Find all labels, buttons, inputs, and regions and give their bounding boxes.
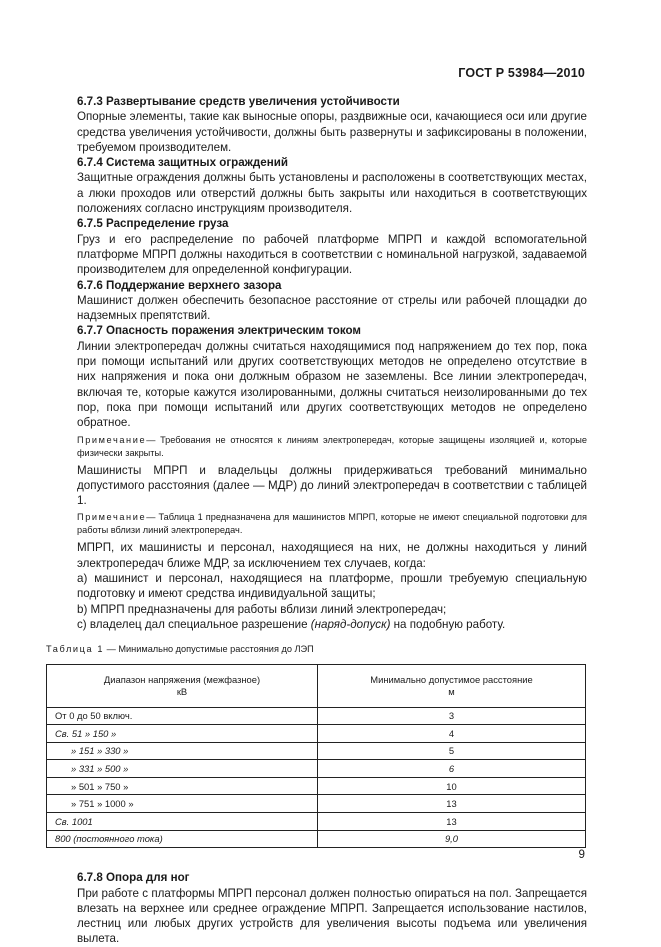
- list-item-c: [77, 617, 587, 632]
- section-text: Опорные элементы, такие как выносные опоры, раздвижные оси, качающиеся оси или другие средства увеличения устойчивости, должны быть развернуты и зафиксированы в положении, требуемом производителем.: [77, 110, 587, 154]
- section-6-7-4: [77, 155, 587, 216]
- note-text: — Требования не относятся к линиям электропередач, которые защищены изоляцией и, которые физически закрыты.: [77, 434, 587, 458]
- note-label: Примечание: [77, 434, 147, 445]
- section-6-7-3: [77, 94, 587, 155]
- header-voltage: [47, 664, 318, 707]
- standard-header: ГОСТ Р 53984—2010: [458, 66, 585, 80]
- range-cell: 800 (постоянного тока): [47, 830, 318, 848]
- distance-cell: 5: [318, 742, 586, 760]
- distance-cell: 13: [318, 795, 586, 813]
- note-insulation: [77, 434, 587, 460]
- range-cell: От 0 до 50 включ.: [47, 707, 318, 725]
- range-cell: Св. 1001: [47, 813, 318, 831]
- table-row: [47, 795, 586, 813]
- list-item-a: а) машинист и персонал, находящиеся на платформе, прошли требуемую специальную подготовку и имеют средства индивидуальной защиты;: [77, 572, 587, 601]
- range-cell: » 331 » 500 »: [47, 760, 318, 778]
- distance-table: [46, 664, 586, 849]
- table-row: [47, 760, 586, 778]
- table-caption: [46, 642, 587, 657]
- section-heading: 6.7.5 Распределение груза: [77, 217, 229, 231]
- list-item-c-tail: на подобную работу.: [390, 617, 506, 631]
- section-heading: 6.7.8 Опора для ног: [77, 871, 190, 885]
- section-heading: 6.7.4 Система защитных ограждений: [77, 156, 288, 170]
- distance-cell: 6: [318, 760, 586, 778]
- section-text: Груз и его распределение по рабочей платформе МПРП и каждой вспомогательной платформе МПРП должны находиться в соответствии с номинальной нагрузкой, задаваемой производителем для определенной конфигурации.: [77, 232, 587, 277]
- note-label: Примечание: [77, 512, 147, 523]
- header-distance-unit: м: [448, 685, 455, 697]
- distance-cell: 13: [318, 813, 586, 831]
- table-caption-text: — Минимально допустимые расстояния до ЛЭП: [104, 644, 314, 655]
- spacer: [77, 848, 587, 870]
- table-row: [47, 813, 586, 831]
- range-cell: » 751 » 1000 »: [47, 795, 318, 813]
- table-header-row: [47, 664, 586, 707]
- table-row: [47, 742, 586, 760]
- table-row: [47, 777, 586, 795]
- section-text: Машинист должен обеспечить безопасное расстояние от стрелы или рабочей площадки до надземных препятствий.: [77, 293, 587, 323]
- table-row: [47, 830, 586, 848]
- distance-cell: 3: [318, 707, 586, 725]
- section-text: Защитные ограждения должны быть установлены и расположены в соответствующих местах, а люки проходов или отверстий должны быть закрыты или находиться в соответствующих положениях согласно инструкциям производителя.: [77, 171, 587, 216]
- header-distance: [318, 664, 586, 707]
- section-heading: 6.7.7 Опасность поражения электрическим током: [77, 324, 362, 338]
- section-text: Линии электропередач должны считаться находящимися под напряжением до тех пор, пока при помощи испытаний или других соответствующих методов не определено отсутствие в них напряжения и пока они должным образом не заземлены. Все линии электропередач, включая те, которые кажутся изолированными, должны считаться неизолированными до тех пор, пока при помощи испытаний или других соответствующих методов не определено обратное.: [77, 339, 587, 430]
- list-item-c-text: с) владелец дал специальное разрешение: [77, 617, 308, 631]
- personnel-paragraph: МПРП, их машинисты и персонал, находящиеся на них, не должны находиться у линий электропередач ближе МДР, за исключением тех случаев, когда:: [77, 541, 587, 570]
- section-heading: 6.7.6 Поддержание верхнего зазора: [77, 278, 282, 292]
- range-cell: Св. 51 » 150 »: [47, 725, 318, 743]
- distance-cell: 10: [318, 777, 586, 795]
- section-text: При работе с платформы МПРП персонал должен полностью опираться на пол. Запрещается влезать на верхнее или среднее ограждение МПРП. Запрещается использование настилов, лестниц или любых других устройств для увеличения высоты подъема или увеличения вылета.: [77, 886, 587, 946]
- header-distance-title: Минимально допустимое расстояние: [370, 673, 533, 685]
- page-content: [46, 94, 587, 947]
- distance-cell: 9,0: [318, 830, 586, 848]
- section-6-7-5: [77, 216, 587, 277]
- list-item-b: b) МПРП предназначены для работы вблизи линий электропередач;: [77, 602, 447, 616]
- range-cell: » 151 » 330 »: [47, 742, 318, 760]
- table-caption-label: Таблица 1: [46, 644, 105, 655]
- section-6-7-7: [77, 323, 587, 430]
- distance-cell: 4: [318, 725, 586, 743]
- note-table: [77, 511, 587, 537]
- header-voltage-title: Диапазон напряжения (межфазное): [103, 673, 261, 685]
- range-cell: » 501 » 750 »: [47, 777, 318, 795]
- list-item-c-italic: (наряд-допуск): [310, 617, 391, 631]
- table-row: [47, 725, 586, 743]
- section-6-7-6: [77, 278, 587, 324]
- section-6-7-8: [77, 870, 587, 946]
- note-text: — Таблица 1 предназначена для машинистов МПРП, которые не имеют специальной подготовки для работы вблизи линий электропередач.: [77, 512, 587, 536]
- header-voltage-unit: кВ: [176, 685, 188, 697]
- page-number: 9: [578, 848, 585, 861]
- section-heading: 6.7.3 Развертывание средств увеличения устойчивости: [77, 95, 400, 108]
- mdr-paragraph: Машинисты МПРП и владельцы должны придерживаться требований минимально допустимого расстояния (далее — МДР) до линий электропередач в соответствии с таблицей 1.: [77, 463, 587, 508]
- table-row: [47, 707, 586, 725]
